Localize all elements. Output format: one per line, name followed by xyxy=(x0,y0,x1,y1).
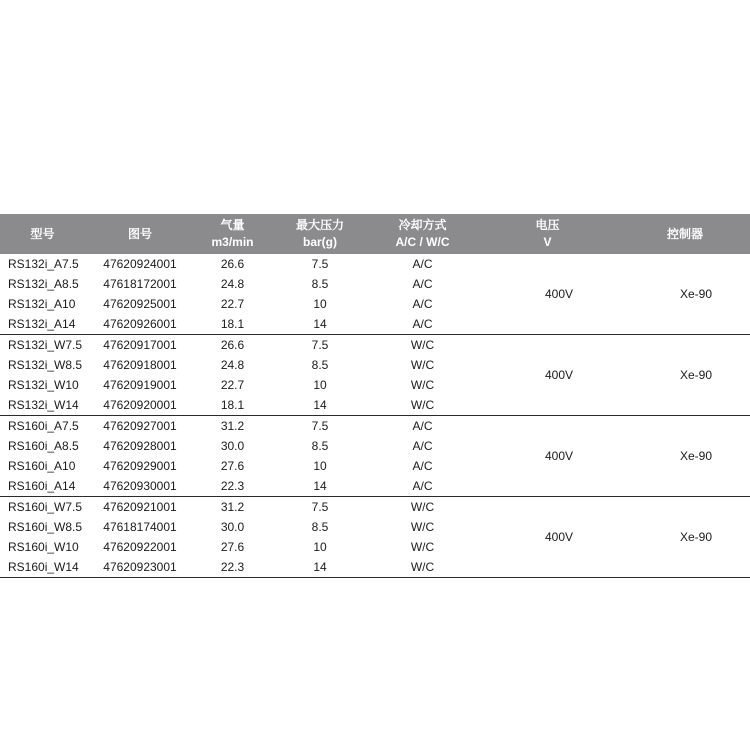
header-voltage-unit: V xyxy=(543,235,552,249)
header-pressure-unit: bar(g) xyxy=(303,235,337,249)
cell-model: RS132i_A7.5 xyxy=(8,257,79,271)
cell-cooling: W/C xyxy=(370,557,475,578)
cell-cooling: W/C xyxy=(410,378,435,392)
header-cooling-unit: A/C / W/C xyxy=(395,235,450,249)
cell-voltage: 400V xyxy=(475,335,620,416)
header-row xyxy=(0,214,750,254)
cell-part-no: 47620920001 xyxy=(85,395,195,416)
cell-air-flow: 18.1 xyxy=(195,314,270,335)
cell-pressure: 8.5 xyxy=(311,520,329,534)
cell-part-no: 47620918001 xyxy=(103,358,177,372)
cell-model: RS160i_W7.5 xyxy=(8,500,83,514)
cell-pressure: 14 xyxy=(270,395,370,416)
header-part-no xyxy=(85,214,195,254)
cell-pressure: 8.5 xyxy=(311,358,329,372)
cell-part-no: 47620919001 xyxy=(103,378,177,392)
cell-air-flow: 30.0 xyxy=(220,439,245,453)
cell-cooling: A/C xyxy=(370,476,475,497)
cell-cooling: W/C xyxy=(410,500,435,514)
cell-pressure: 14 xyxy=(270,557,370,578)
cell-pressure: 7.5 xyxy=(311,257,329,271)
cell-part-no: 47620925001 xyxy=(103,297,177,311)
cell-model: RS132i_W7.5 xyxy=(8,338,83,352)
cell-model: RS132i_W14 xyxy=(0,395,85,416)
cell-part-no: 47620923001 xyxy=(85,557,195,578)
cell-pressure: 7.5 xyxy=(311,338,329,352)
header-air-flow-label: 气量 xyxy=(220,218,245,232)
header-model xyxy=(0,214,85,254)
header-voltage xyxy=(475,214,620,254)
cell-part-no: 47620926001 xyxy=(85,314,195,335)
cell-model: RS132i_A8.5 xyxy=(8,277,79,291)
cell-part-no: 47620928001 xyxy=(103,439,177,453)
cell-air-flow: 31.2 xyxy=(220,419,245,433)
header-air-flow xyxy=(195,214,270,254)
cell-pressure: 10 xyxy=(313,378,327,392)
cell-model: RS132i_W8.5 xyxy=(8,358,83,372)
cell-cooling: A/C xyxy=(412,459,433,473)
cell-model: RS132i_A14 xyxy=(0,314,85,335)
cell-part-no: 47620927001 xyxy=(103,419,177,433)
cell-cooling: A/C xyxy=(412,257,433,271)
cell-voltage: 400V xyxy=(475,416,620,497)
cell-air-flow: 24.8 xyxy=(220,358,245,372)
header-voltage-label: 电压 xyxy=(535,218,560,232)
cell-pressure: 8.5 xyxy=(311,277,329,291)
spec-table xyxy=(0,214,750,578)
cell-pressure: 10 xyxy=(313,459,327,473)
cell-air-flow: 26.6 xyxy=(220,257,245,271)
cell-cooling: A/C xyxy=(412,277,433,291)
table-header xyxy=(0,214,750,254)
cell-cooling: A/C xyxy=(370,314,475,335)
cell-model: RS160i_A7.5 xyxy=(8,419,79,433)
cell-air-flow: 27.6 xyxy=(220,459,245,473)
cell-part-no: 47620921001 xyxy=(103,500,177,514)
cell-air-flow: 18.1 xyxy=(195,395,270,416)
header-cooling-label: 冷却方式 xyxy=(398,218,447,232)
cell-part-no: 47620922001 xyxy=(103,540,177,554)
cell-air-flow: 22.3 xyxy=(195,476,270,497)
table-row xyxy=(0,416,750,437)
cell-air-flow: 24.8 xyxy=(220,277,245,291)
cell-controller: Xe-90 xyxy=(620,497,750,578)
cell-pressure: 7.5 xyxy=(311,419,329,433)
cell-cooling: A/C xyxy=(412,419,433,433)
header-controller xyxy=(620,214,750,254)
cell-model: RS160i_W8.5 xyxy=(8,520,83,534)
cell-part-no: 47620930001 xyxy=(85,476,195,497)
cell-model: RS160i_A8.5 xyxy=(8,439,79,453)
cell-pressure: 14 xyxy=(270,476,370,497)
header-model-label: 型号 xyxy=(30,226,55,241)
cell-model: RS160i_A14 xyxy=(0,476,85,497)
cell-model: RS132i_W10 xyxy=(8,378,79,392)
cell-controller: Xe-90 xyxy=(620,254,750,335)
cell-cooling: A/C xyxy=(412,297,433,311)
cell-part-no: 47620924001 xyxy=(103,257,177,271)
cell-voltage: 400V xyxy=(475,254,620,335)
table-body xyxy=(0,254,750,578)
cell-controller: Xe-90 xyxy=(620,335,750,416)
cell-cooling: W/C xyxy=(410,540,435,554)
cell-part-no: 47620917001 xyxy=(103,338,177,352)
header-air-flow-unit: m3/min xyxy=(211,235,254,249)
cell-pressure: 10 xyxy=(313,297,327,311)
cell-cooling: W/C xyxy=(410,358,435,372)
cell-cooling: W/C xyxy=(370,395,475,416)
cell-model: RS160i_A10 xyxy=(8,459,76,473)
table-row xyxy=(0,254,750,274)
cell-voltage: 400V xyxy=(475,497,620,578)
cell-model: RS160i_W14 xyxy=(0,557,85,578)
cell-pressure: 10 xyxy=(313,540,327,554)
cell-part-no: 47620929001 xyxy=(103,459,177,473)
cell-air-flow: 30.0 xyxy=(220,520,245,534)
table-row xyxy=(0,335,750,356)
cell-part-no: 47618172001 xyxy=(103,277,177,291)
cell-air-flow: 31.2 xyxy=(220,500,245,514)
cell-model: RS160i_W10 xyxy=(8,540,79,554)
cell-pressure: 8.5 xyxy=(311,439,329,453)
cell-cooling: W/C xyxy=(410,338,435,352)
cell-model: RS132i_A10 xyxy=(8,297,76,311)
cell-cooling: A/C xyxy=(412,439,433,453)
header-pressure-label: 最大压力 xyxy=(295,218,344,232)
cell-cooling: W/C xyxy=(410,520,435,534)
cell-air-flow: 26.6 xyxy=(220,338,245,352)
cell-air-flow: 22.7 xyxy=(220,378,245,392)
header-cooling xyxy=(370,214,475,254)
cell-controller: Xe-90 xyxy=(620,416,750,497)
cell-pressure: 7.5 xyxy=(311,500,329,514)
header-part-no-label: 图号 xyxy=(127,226,152,241)
table-row xyxy=(0,497,750,518)
header-pressure xyxy=(270,214,370,254)
cell-air-flow: 22.3 xyxy=(195,557,270,578)
cell-pressure: 14 xyxy=(270,314,370,335)
cell-air-flow: 27.6 xyxy=(220,540,245,554)
cell-air-flow: 22.7 xyxy=(220,297,245,311)
cell-part-no: 47618174001 xyxy=(103,520,177,534)
header-controller-label: 控制器 xyxy=(666,226,703,241)
